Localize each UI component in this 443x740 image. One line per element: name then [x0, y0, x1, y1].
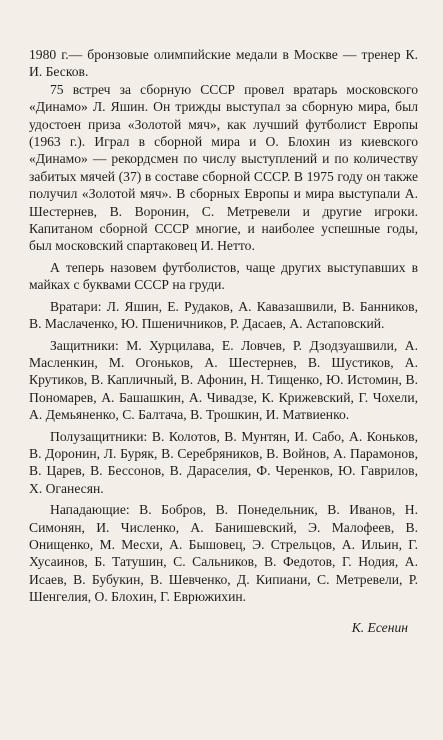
author-signature: К. Есенин — [351, 619, 408, 635]
paragraph-national-team-history: 75 встреч за сборную СССР провел вратарь московского «Динамо» Л. Яшин. Он трижды выступал за сборную мира, был удостоен приза «Золотой мяч», как лучший футболист Европы (1963 г.). Играл в сборной мира и О. Блохин из киевского «Динамо» — рекордсмен по числу выступлений и по количеству забитых мячей (37) в составе сборной СССР. В 1975 году он также получил «Золотой мяч». В сборных Европы и мира выступали А. Шестернев, В. Воронин, С. Метревели и другие игроки. Капитаном сборной СССР многие, и наиболее успешные годы, был московский спартаковец И. Нетто. — [29, 81, 418, 254]
paragraph-midfielders: Полузащитники: В. Колотов, В. Мунтян, И. Сабо, А. Коньков, В. Доронин, Л. Буряк, В. Серебряников, В. Войнов, А. Парамонов, В. Царев, В. Бессонов, В. Дараселия, Ф. Черенков, Ю. Гаврилов, Х. Оганесян. — [29, 428, 418, 496]
paragraph-1980-bronze: 1980 г.— бронзовые олимпийские медали в Москве — тренер К. И. Бесков. — [29, 47, 418, 80]
paragraph-forwards: Нападающие: В. Бобров, В. Понедельник, В. Иванов, Н. Симонян, И. Численко, А. Банишевский, Э. Малофеев, В. Онищенко, М. Месхи, А. Бышовец, Э. Стрельцов, А. Ильин, Г. Хусаинов, Б. Татушин, С. Сальников, В. Федотов, Г. Нодия, А. Исаев, В. Бубукин, В. Шевченко, Д. Кипиани, С. Метревели, Р. Шенгелия, О. Блохин, Г. Еврюжихин. — [29, 502, 418, 605]
paragraph-intro-players: А теперь назовем футболистов, чаще других выступавших в майках с буквами СССР на груди. — [29, 259, 418, 293]
paragraph-defenders: Защитники: М. Хурцилава, Е. Ловчев, Р. Дзодзуашвили, А. Масленкин, М. Огоньков, А. Шестернев, В. Шустиков, А. Крутиков, В. Капличный, В. Афонин, Н. Тищенко, Ю. Истомин, В. Пономарев, А. Башашкин, А. Чивадзе, К. Крижевский, Г. Чохели, А. Демьяненко, С. Балтача, В. Трошкин, И. Матвиенко. — [29, 337, 418, 423]
paragraph-goalkeepers: Вратари: Л. Яшин, Е. Рудаков, А. Кавазашвили, В. Банников, В. Маслаченко, Ю. Пшеничников, Р. Дасаев, А. Астаповский. — [29, 298, 418, 332]
